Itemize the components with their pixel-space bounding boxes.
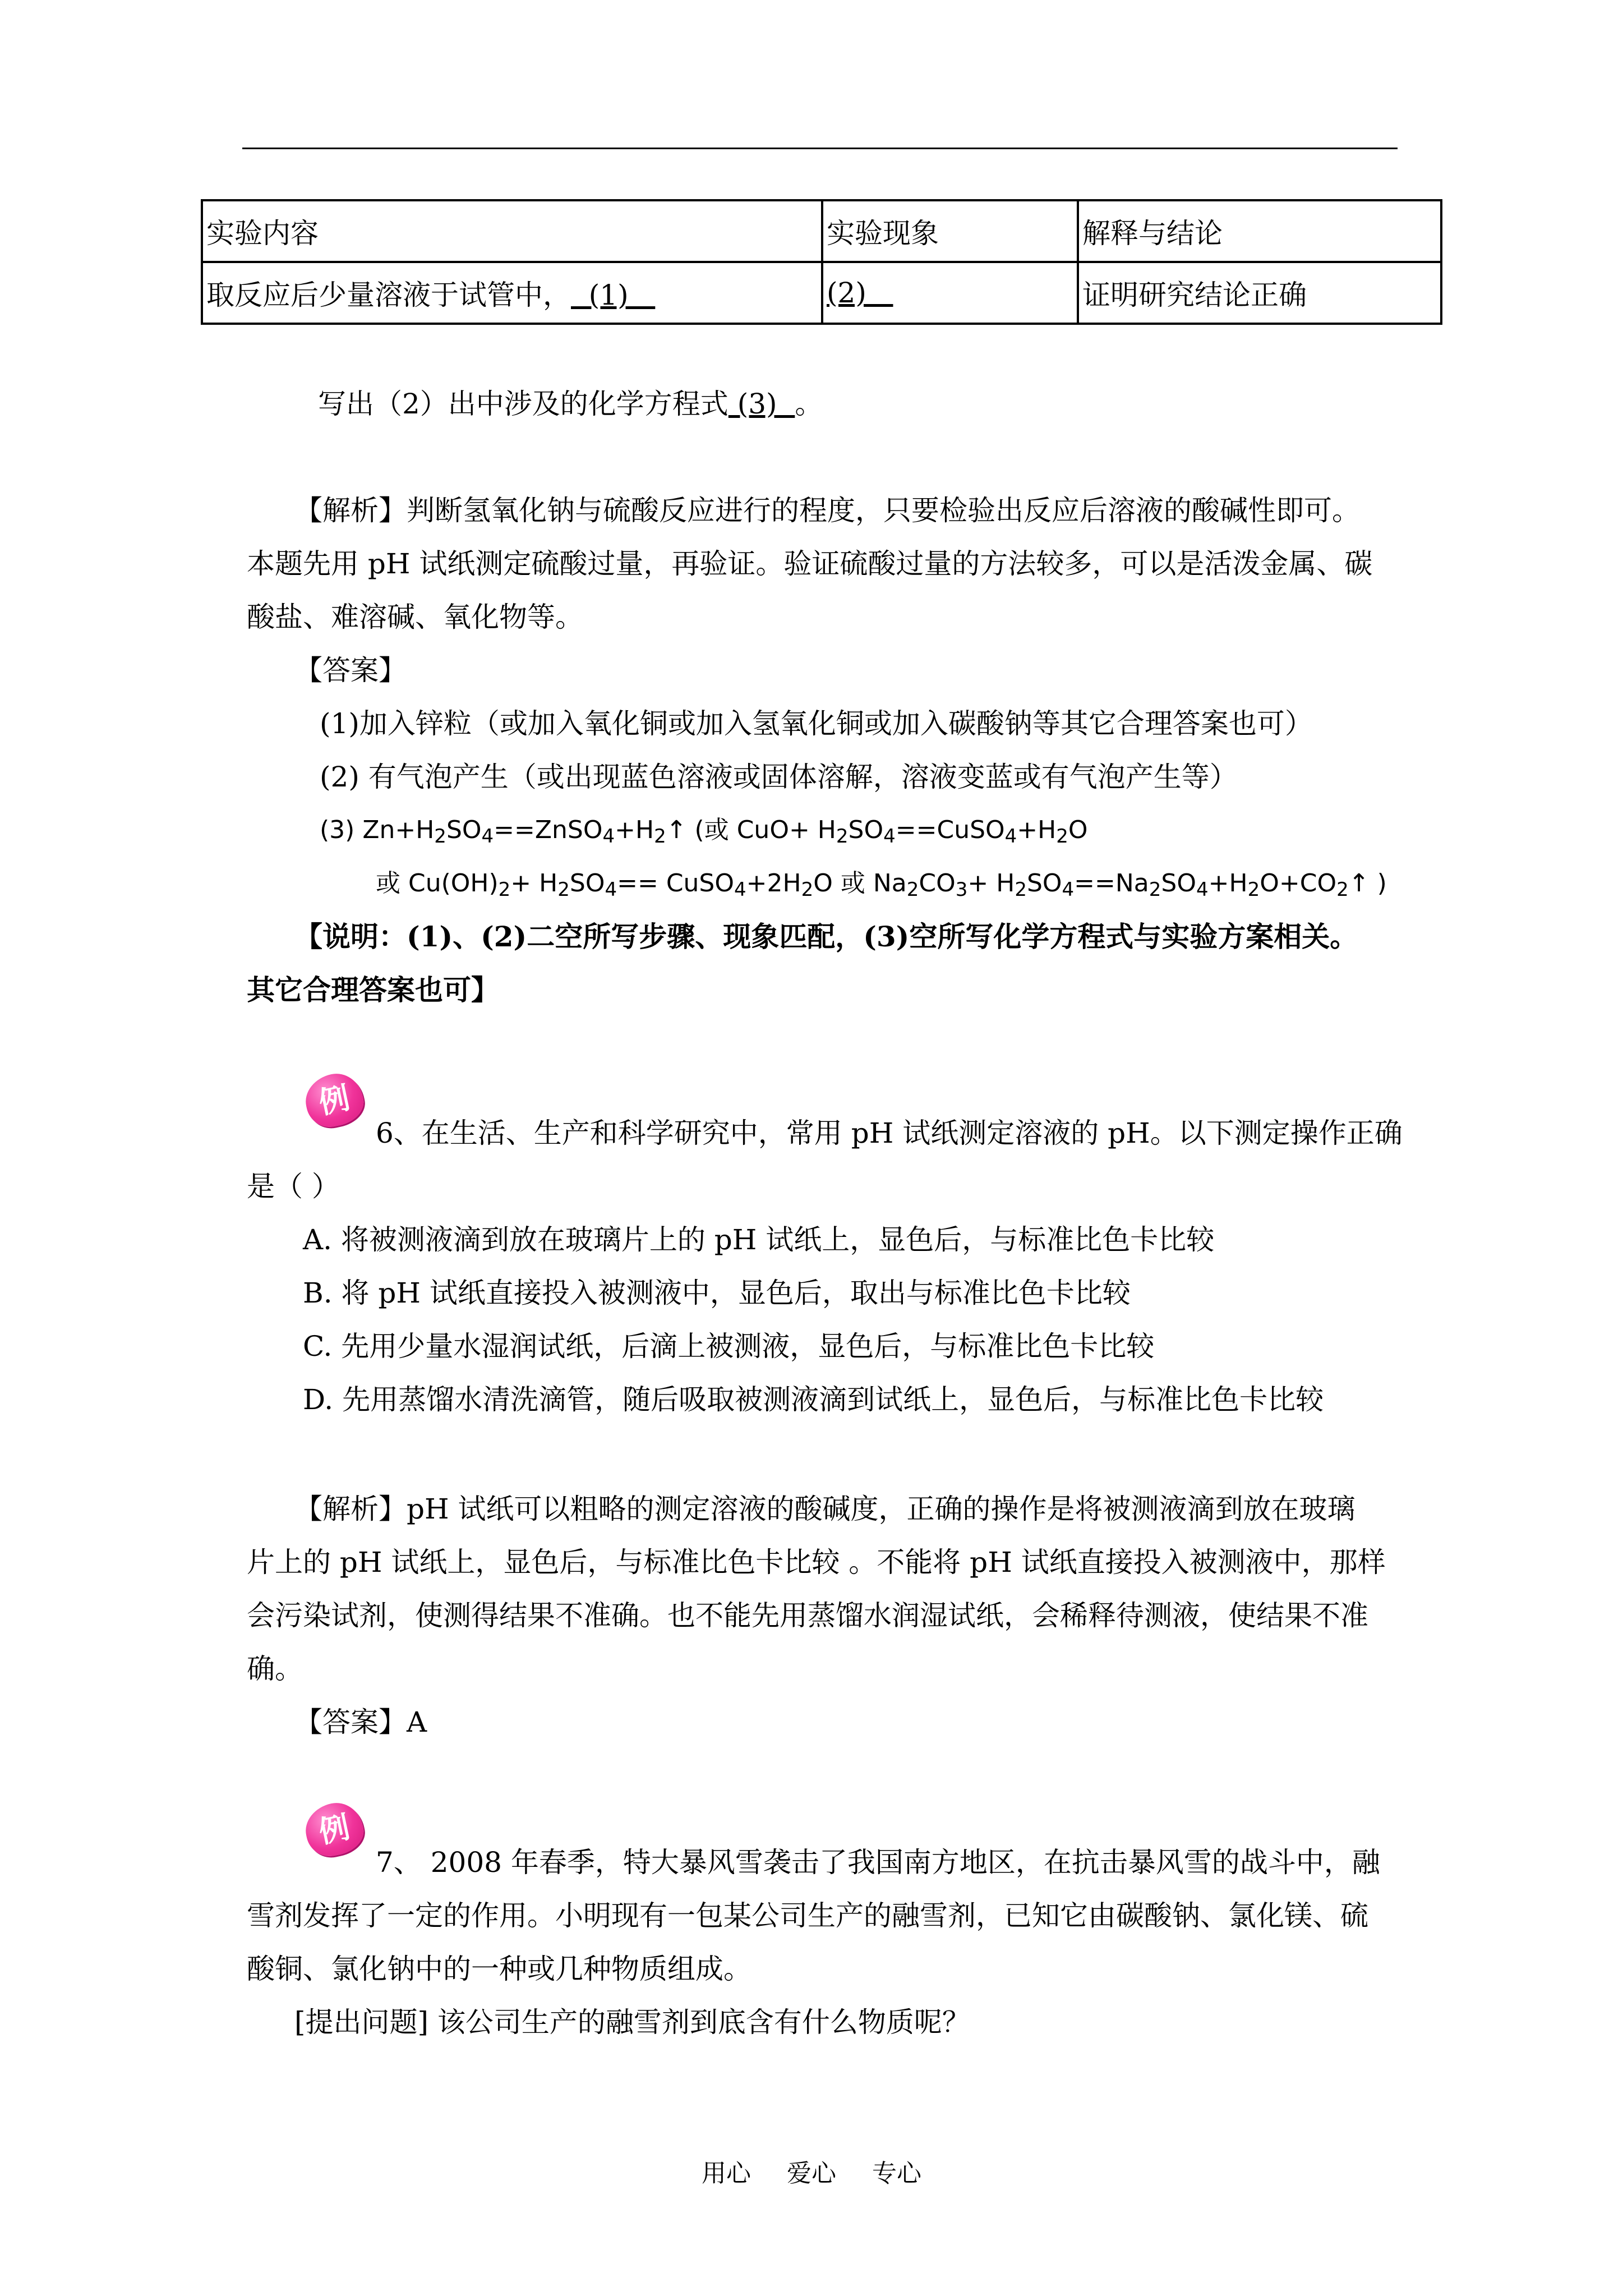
table-cell-content <box>202 262 822 324</box>
analysis-line: 【解析】pH 试纸可以粗略的测定溶液的酸碱度，正确的操作是将被测液滴到放在玻璃 <box>294 1493 1355 1525</box>
prompt-suffix: 。 <box>795 388 823 420</box>
analysis-line: 确。 <box>247 1653 303 1685</box>
equation-line-2: 或 $Cu(OH)_2+ H_2SO_4==$ $CuSO_4+2H_2O$ 或 $Na_2CO_3+$ $H_2SO_4==Na_2SO_4+H_2O+CO_2↑$ ) <box>376 869 1387 901</box>
analysis-line: 会污染试剂，使测得结果不准确。也不能先用蒸馏水润湿试纸，会稀释待测液，使结果不准 <box>247 1599 1368 1632</box>
blank-2: (2) <box>827 277 893 309</box>
option-a: A. 将被测液滴到放在玻璃片上的 pH 试纸上，显色后，与标准比色卡比较 <box>303 1223 1215 1256</box>
header-rule <box>242 148 1398 149</box>
table-header-cell: 实验现象 <box>822 200 1078 262</box>
note-line: 其它合理答案也可】 <box>247 973 499 1006</box>
blank-3: (3) <box>728 388 795 420</box>
table-cell-conclusion: 证明研究结论正确 <box>1078 262 1441 324</box>
page-footer: 用心 爱心 专心 <box>702 2159 921 2188</box>
note-line: 【说明：(1)、(2)二空所写步骤、现象匹配，(3)空所写化学方程式与实验方案相关。 <box>294 920 1358 953</box>
equation-prompt <box>318 387 823 421</box>
table-header-cell: 解释与结论 <box>1078 200 1441 262</box>
analysis-line: 【解析】判断氢氧化钠与硫酸反应进行的程度，只要检验出反应后溶液的酸碱性即可。 <box>294 494 1360 527</box>
analysis-line: 片上的 pH 试纸上，显色后，与标准比色卡比较 。不能将 pH 试纸直接投入被测液中，那样 <box>247 1546 1386 1579</box>
example-badge-icon: 例 <box>301 1069 368 1131</box>
prompt-text: 写出（2）出中涉及的化学方程式 <box>318 388 728 420</box>
question-stem: 是（ ） <box>247 1170 340 1203</box>
experiment-table <box>201 199 1442 325</box>
option-c: C. 先用少量水湿润试纸，后滴上被测液，显色后，与标准比色卡比较 <box>303 1330 1155 1363</box>
analysis-line: 酸盐、难溶碱、氧化物等。 <box>247 601 583 633</box>
example-badge-icon: 例 <box>301 1798 368 1860</box>
question-stem: 6、在生活、生产和科学研究中，常用 pH 试纸测定溶液的 pH。以下测定操作正确 <box>376 1117 1403 1149</box>
option-b: B. 将 pH 试纸直接投入被测液中，显色后，取出与标准比色卡比较 <box>303 1277 1131 1309</box>
table-cell-phenomenon <box>822 262 1078 324</box>
question-stem: 雪剂发挥了一定的作用。小明现有一包某公司生产的融雪剂，已知它由碳酸钠、氯化镁、硫 <box>247 1899 1368 1932</box>
answer-line: 【答案】A <box>294 1706 427 1738</box>
table-row <box>202 262 1441 324</box>
cell-text: 取反应后少量溶液于试管中， <box>206 279 571 311</box>
option-d: D. 先用蒸馏水清洗滴管，随后吸取被测液滴到试纸上，显色后，与标准比色卡比较 <box>303 1383 1324 1416</box>
answer-label: 【答案】 <box>294 654 407 687</box>
answer-line: (2) 有气泡产生（或出现蓝色溶液或固体溶解，溶液变蓝或有气泡产生等） <box>320 761 1238 793</box>
answer-line: (1)加入锌粒（或加入氧化铜或加入氢氧化铜或加入碳酸钠等其它合理答案也可） <box>320 707 1313 740</box>
table-header-cell: 实验内容 <box>202 200 822 262</box>
blank-1: (1) <box>571 279 656 311</box>
question-stem: 7、 2008 年春季，特大暴风雪袭击了我国南方地区，在抗击暴风雪的战斗中，融 <box>376 1846 1380 1879</box>
table-header-row <box>202 200 1441 262</box>
analysis-line: 本题先用 pH 试纸测定硫酸过量，再验证。验证硫酸过量的方法较多，可以是活泼金属、碳 <box>247 547 1373 580</box>
proposed-question: [提出问题] 该公司生产的融雪剂到底含有什么物质呢？ <box>294 2006 970 2039</box>
equation-line-1: (3) $Zn+H_2SO_4==ZnSO_4+H_2↑$ (或 $CuO+ H_2SO_4==CuSO_4+H_2O$ <box>320 816 1088 848</box>
question-stem: 酸铜、氯化钠中的一种或几种物质组成。 <box>247 1953 751 1985</box>
